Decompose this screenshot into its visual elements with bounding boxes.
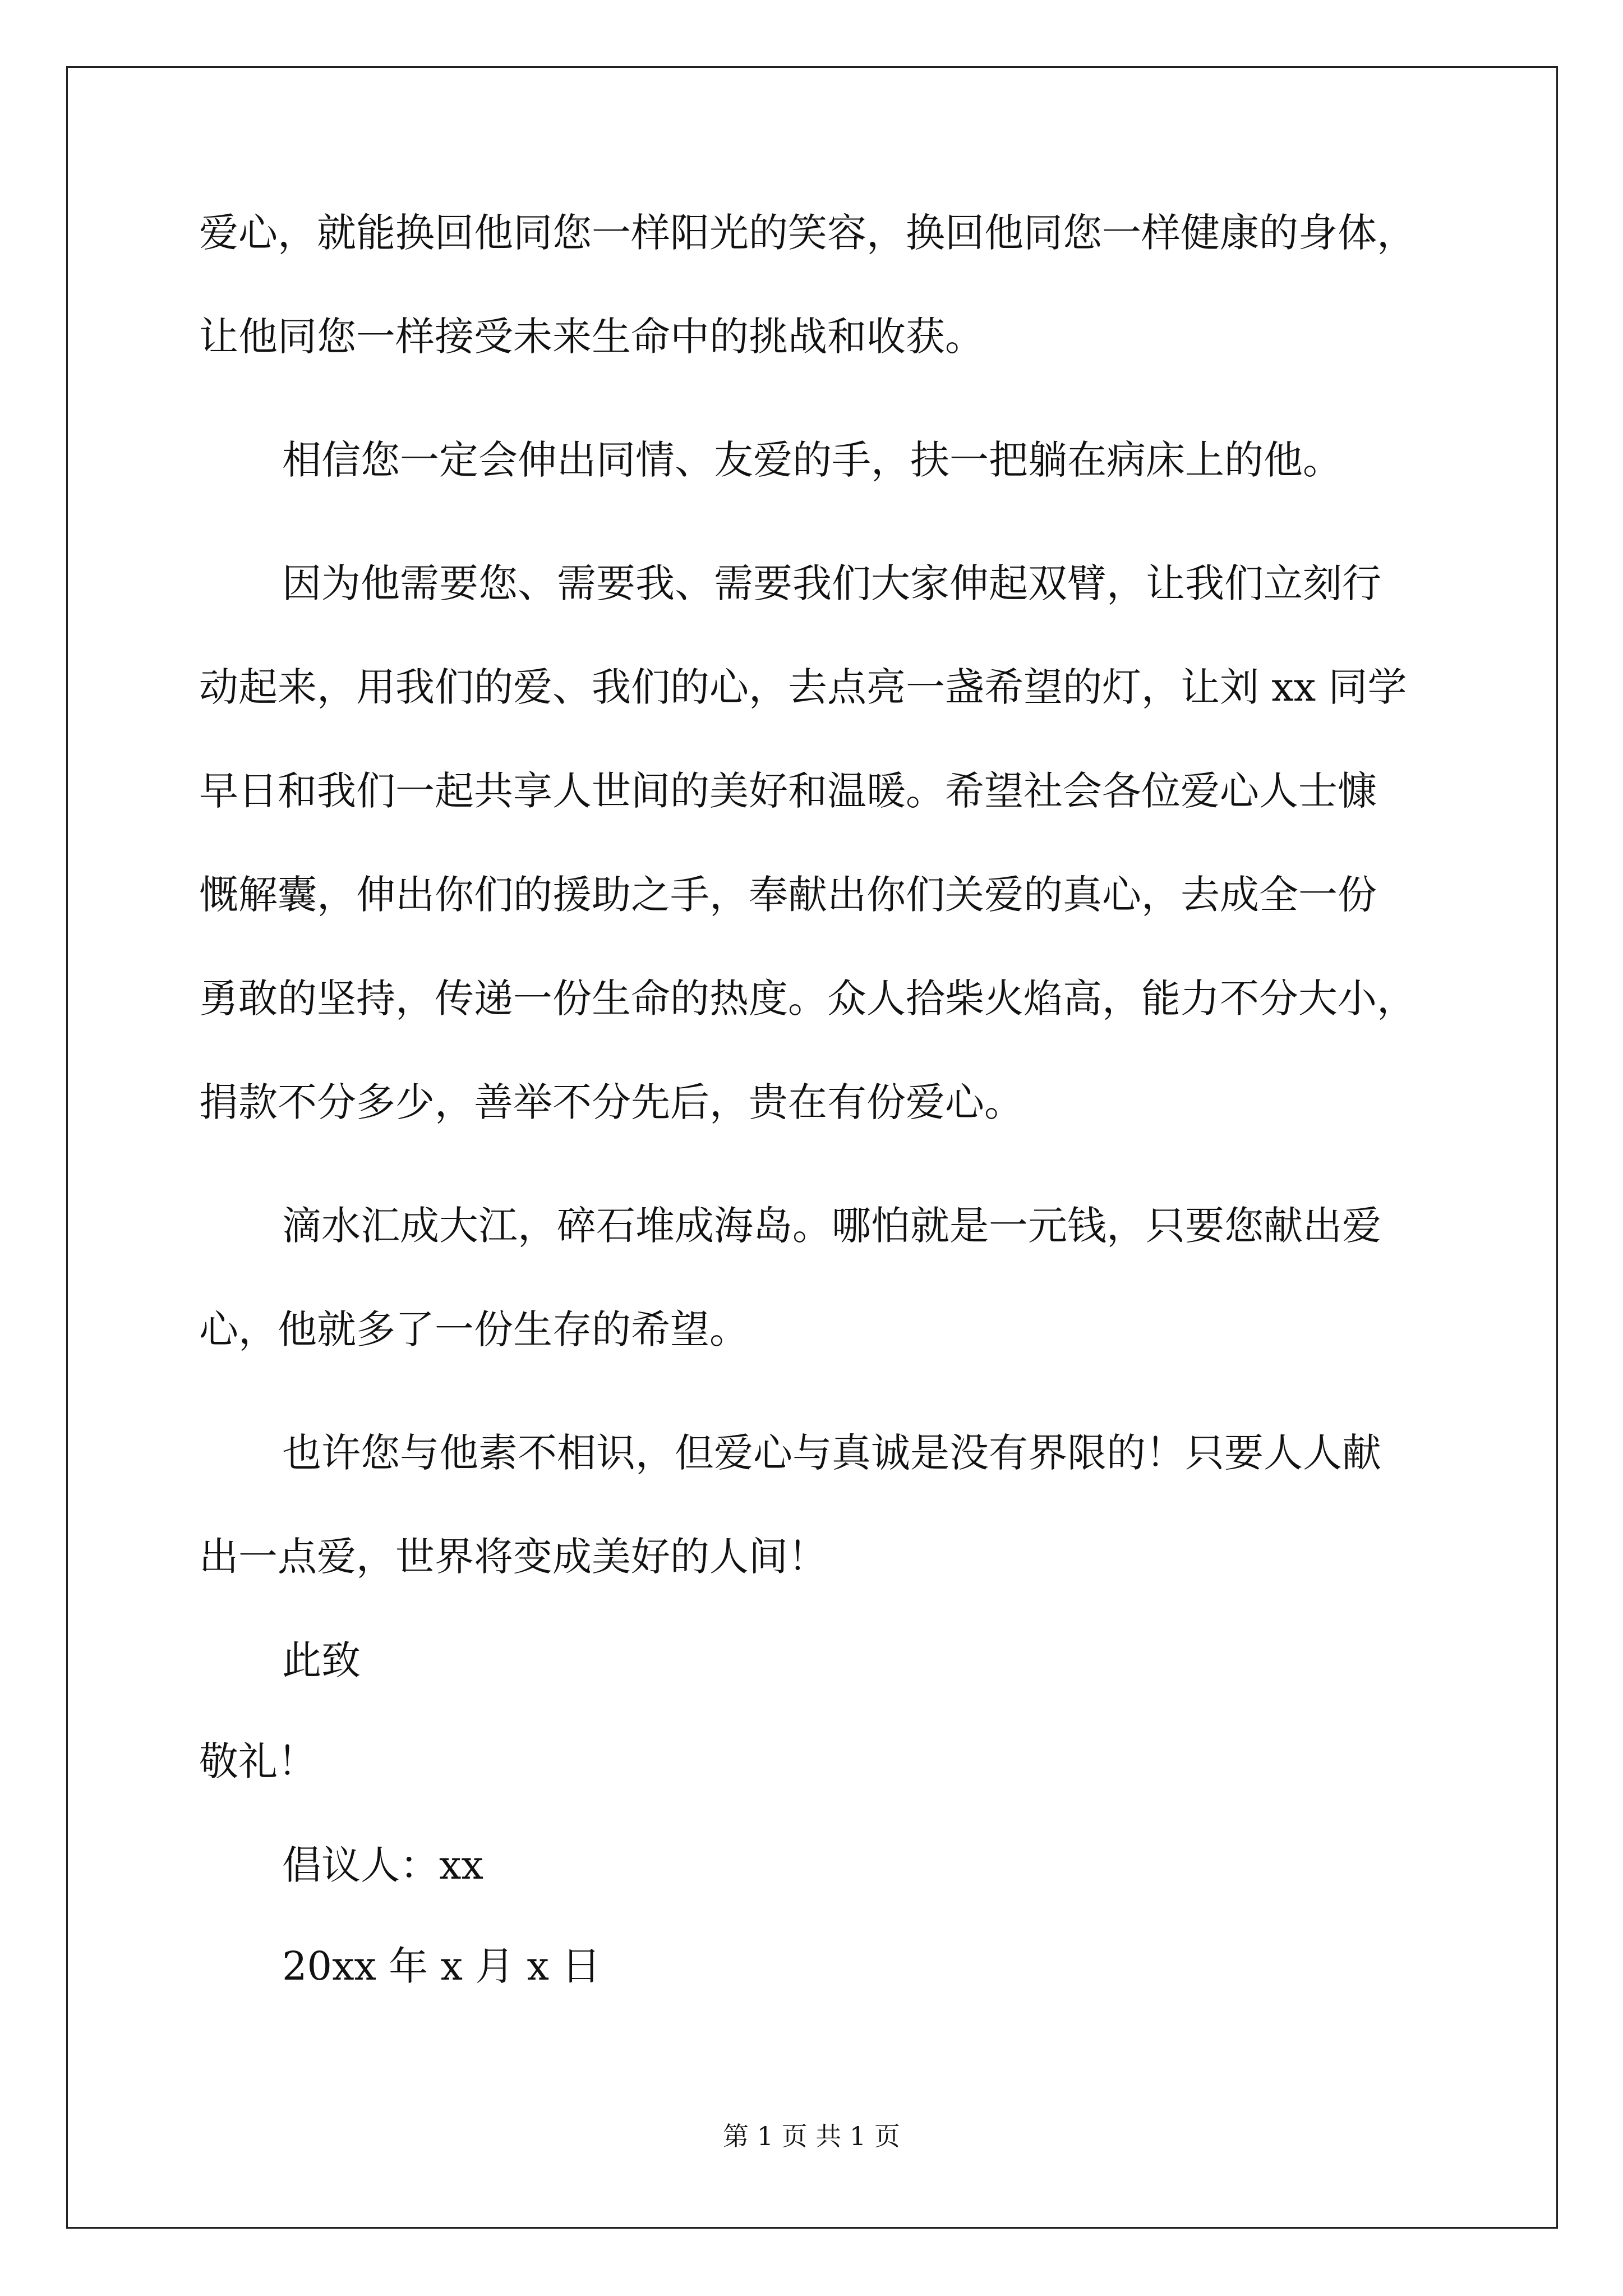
text-line: 心，他就多了一份生存的希望。 [199,1306,749,1352]
text-line: 爱心，就能换回他同您一样阳光的笑容，换回他同您一样健康的身体， [199,210,1416,256]
page-footer: 第 1 页 共 1 页 [723,2121,900,2151]
text-line: 让他同您一样接受未来生命中的挑战和收获。 [199,314,984,360]
date-line: 20xx 年 x 月 x 日 [282,1943,601,1989]
text-line: 出一点爱，世界将变成美好的人间！ [199,1534,827,1580]
text-line: 慨解囊，伸出你们的援助之手，奉献出你们关爱的真心，去成全一份 [199,872,1377,918]
signatory: 倡议人：xx [282,1842,483,1888]
page-border [66,66,1558,2229]
text-line: 勇敢的坚持，传递一份生命的热度。众人拾柴火焰高，能力不分大小， [199,976,1416,1022]
text-line: 早日和我们一起共享人世间的美好和温暖。希望社会各位爱心人士慷 [199,768,1377,814]
text-line: 相信您一定会伸出同情、友爱的手，扶一把躺在病床上的他。 [282,437,1342,483]
text-line: 捐款不分多少，善举不分先后，贵在有份爱心。 [199,1079,1023,1125]
text-line: 因为他需要您、需要我、需要我们大家伸起双臂，让我们立刻行 [282,560,1381,606]
text-line: 滴水汇成大江，碎石堆成海岛。哪怕就是一元钱，只要您献出爱 [282,1203,1381,1249]
text-line: 也许您与他素不相识，但爱心与真诚是没有界限的！只要人人献 [282,1430,1381,1476]
salutation-closing: 此致 [282,1637,361,1683]
text-line: 动起来，用我们的爱、我们的心，去点亮一盏希望的灯，让刘 xx 同学 [199,664,1407,710]
salutation-respect: 敬礼！ [199,1738,317,1784]
